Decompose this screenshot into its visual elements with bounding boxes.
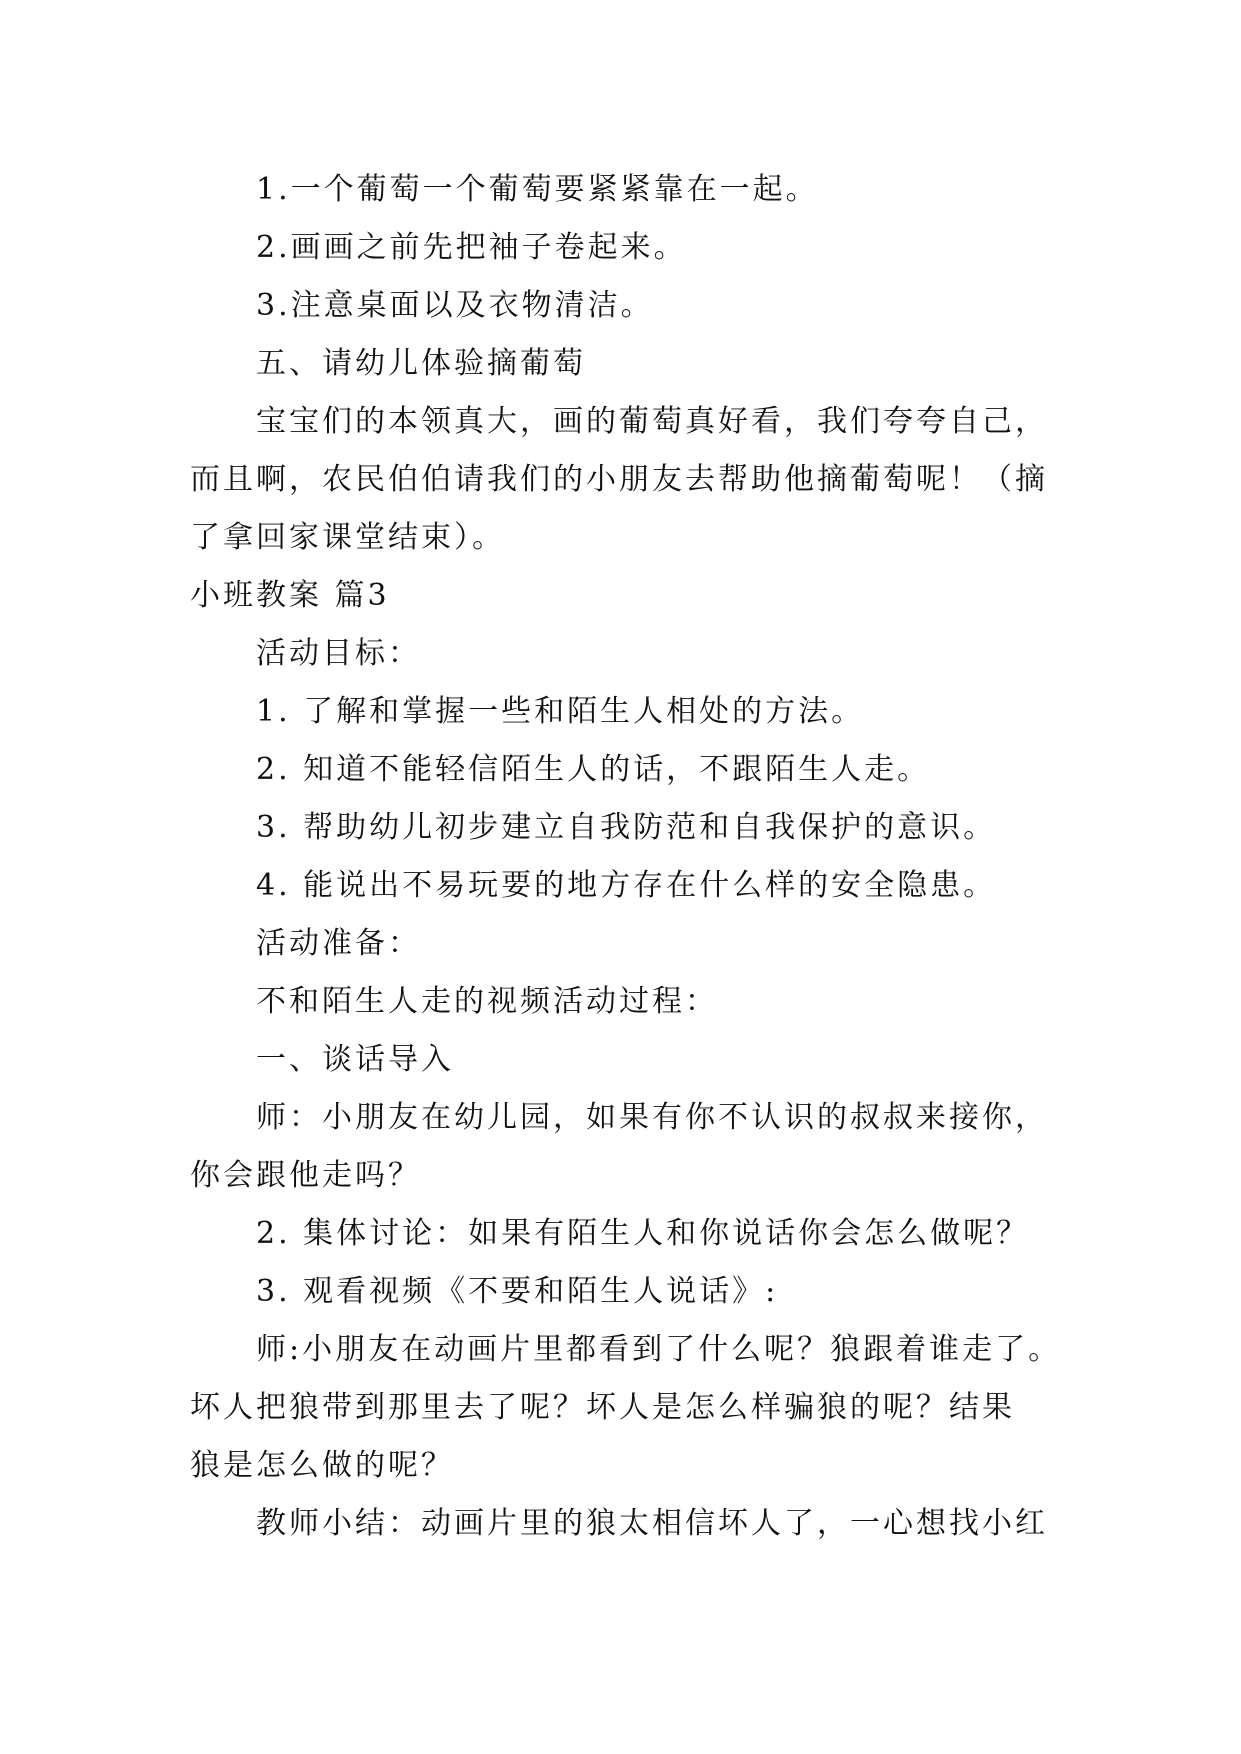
- list-item-2: 2. 知道不能轻信陌生人的话，不跟陌生人走。: [256, 752, 931, 787]
- section-heading: 活动准备：: [256, 926, 421, 961]
- section-heading-1: 一、谈话导入: [256, 1042, 454, 1077]
- paragraph-line: 了拿回家课堂结束）。: [190, 520, 505, 555]
- paragraph-line: 教师小结：动画片里的狼太相信坏人了，一心想找小红: [256, 1506, 1048, 1541]
- section-heading-5: 五、请幼儿体验摘葡萄: [256, 346, 586, 381]
- paragraph-line: 坏人把狼带到那里去了呢？坏人是怎么样骗狼的呢？结果: [190, 1390, 1015, 1425]
- list-item-1: 1.一个葡萄一个葡萄要紧紧靠在一起。: [256, 172, 819, 207]
- paragraph-line: 宝宝们的本领真大，画的葡萄真好看，我们夸夸自己，: [256, 404, 1048, 439]
- list-item-2: 2. 集体讨论：如果有陌生人和你说话你会怎么做呢？: [256, 1216, 1030, 1251]
- list-item-3: 3. 帮助幼儿初步建立自我防范和自我保护的意识。: [256, 810, 997, 845]
- paragraph-line: 你会跟他走吗？: [190, 1158, 421, 1193]
- paragraph-line: 师:小朋友在动画片里都看到了什么呢？狼跟着谁走了。: [256, 1332, 1062, 1367]
- list-item-2: 2.画画之前先把袖子卷起来。: [256, 230, 687, 265]
- list-item-1: 1. 了解和掌握一些和陌生人相处的方法。: [256, 694, 865, 729]
- paragraph-line: 狼是怎么做的呢？: [190, 1448, 454, 1483]
- paragraph-line: 师：小朋友在幼儿园，如果有你不认识的叔叔来接你，: [256, 1100, 1048, 1135]
- list-item-3: 3.注意桌面以及衣物清洁。: [256, 288, 654, 323]
- article-title: 小班教案 篇3: [190, 578, 390, 613]
- paragraph-line: 不和陌生人走的视频活动过程：: [256, 984, 718, 1019]
- list-item-4: 4. 能说出不易玩要的地方存在什么样的安全隐患。: [256, 868, 997, 903]
- list-item-3: 3. 观看视频《不要和陌生人说话》:: [256, 1274, 779, 1309]
- section-heading: 活动目标：: [256, 636, 421, 671]
- paragraph-line: 而且啊，农民伯伯请我们的小朋友去帮助他摘葡萄呢！（摘: [190, 462, 1048, 497]
